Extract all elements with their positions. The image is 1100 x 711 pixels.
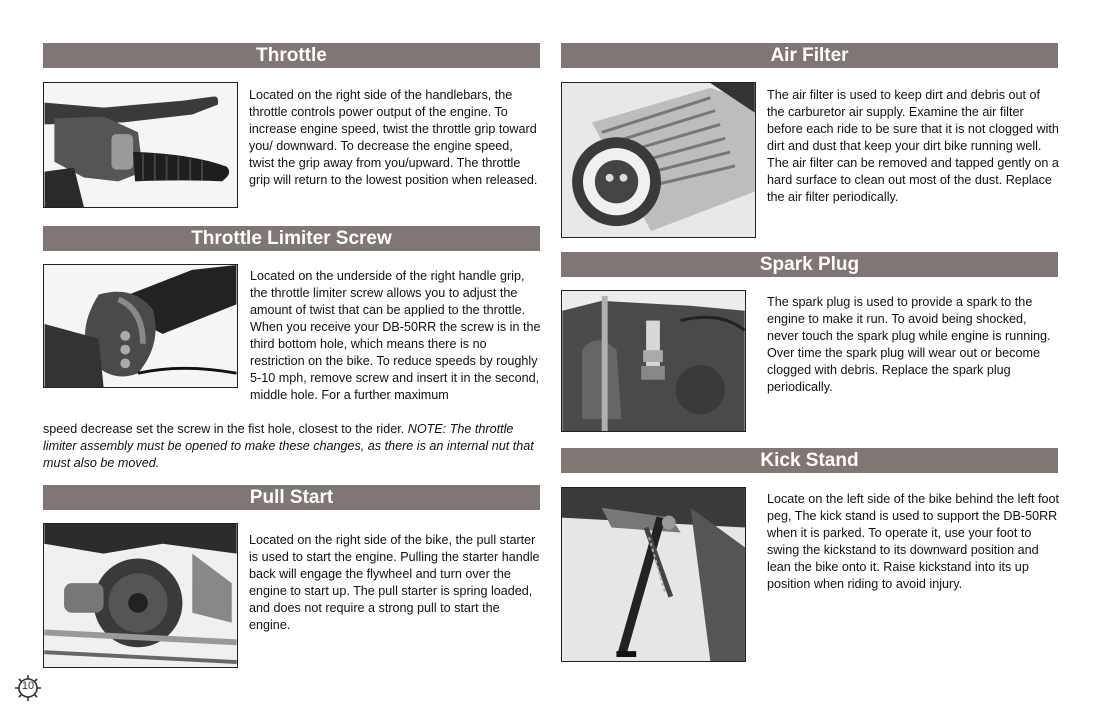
limiter-note: NOTE: The throttle limiter assembly must be opened to make these changes, as there is an internal nut that must also be moved.	[43, 422, 534, 470]
pull-starter-illustration	[44, 524, 237, 667]
spark-plug-text: The spark plug is used to provide a spark to the engine to make it run. To avoid being shocked, never touch the spark plug while engine is running. Over time the spark plug will wear out or become clogged with debris. Replace the spark plug periodically.	[767, 295, 1051, 394]
air-filter-header: Air Filter	[561, 43, 1058, 68]
pull-start-illustration	[43, 523, 238, 668]
limiter-text-continued	[43, 421, 543, 472]
handlebar-throttle-illustration	[44, 83, 237, 207]
spark-plug-header: Spark Plug	[561, 252, 1058, 277]
air-filter-text: The air filter is used to keep dirt and debris out of the carburetor air supply. Examine the air filter before each ride to be sure that it is not clogged with dirt and dust that keep your dirt bike running well. The air filter can be removed and tapped gently on a hard surface to clean out most of the dust. Replace the air filter periodically.	[767, 88, 1059, 204]
kick-stand-text: Locate on the left side of the bike behind the left foot peg, The kick stand is used to support the DB-50RR when it is parked. To operate it, use your foot to swing the kickstand to its downward position and lean the bike onto it. Raise kickstand into its up position when riding to avoid injury.	[767, 492, 1059, 591]
pull-start-header: Pull Start	[43, 485, 540, 510]
throttle-header: Throttle	[43, 43, 540, 68]
limiter-screw-illustration	[44, 265, 237, 387]
kick-stand-illustration	[561, 487, 746, 662]
kick-stand-illustration	[562, 488, 745, 661]
kick-stand-header: Kick Stand	[561, 448, 1058, 473]
limiter-header: Throttle Limiter Screw	[43, 226, 540, 251]
air-filter-illustration	[562, 83, 755, 237]
page-number-text: 10	[21, 680, 35, 692]
throttle-text: Located on the right side of the handlebars, the throttle controls power output of the engine. To increase engine speed, twist the throttle grip toward you/ downward. To decrease the engine speed, twist the grip away from you/upward. The throttle grip will return to the lowest position when released.	[249, 88, 538, 187]
spark-plug-illustration	[562, 291, 745, 431]
limiter-text: Located on the underside of the right handle grip, the throttle limiter screw allows you to adjust the amount of twist that can be applied to the throttle. When you receive your DB-50RR the screw is in the third bottom hole, which means there is no restriction on the bike. To reduce speeds by roughly 5-10 mph, remove screw and insert it in the second, middle hole. For a further maximum	[250, 269, 541, 402]
limiter-illustration	[43, 264, 238, 388]
air-filter-illustration	[561, 82, 756, 238]
throttle-illustration	[43, 82, 238, 208]
pull-start-text: Located on the right side of the bike, the pull starter is used to start the engine. Pulling the starter handle back will engage the flywheel and turn over the engine to start up. The pull starter is spring loaded, and does not require a strong pull to start the engine.	[249, 533, 540, 632]
spark-plug-illustration	[561, 290, 746, 432]
limiter-text-cont: speed decrease set the screw in the fist hole, closest to the rider.	[43, 422, 405, 436]
page-number	[13, 673, 43, 703]
